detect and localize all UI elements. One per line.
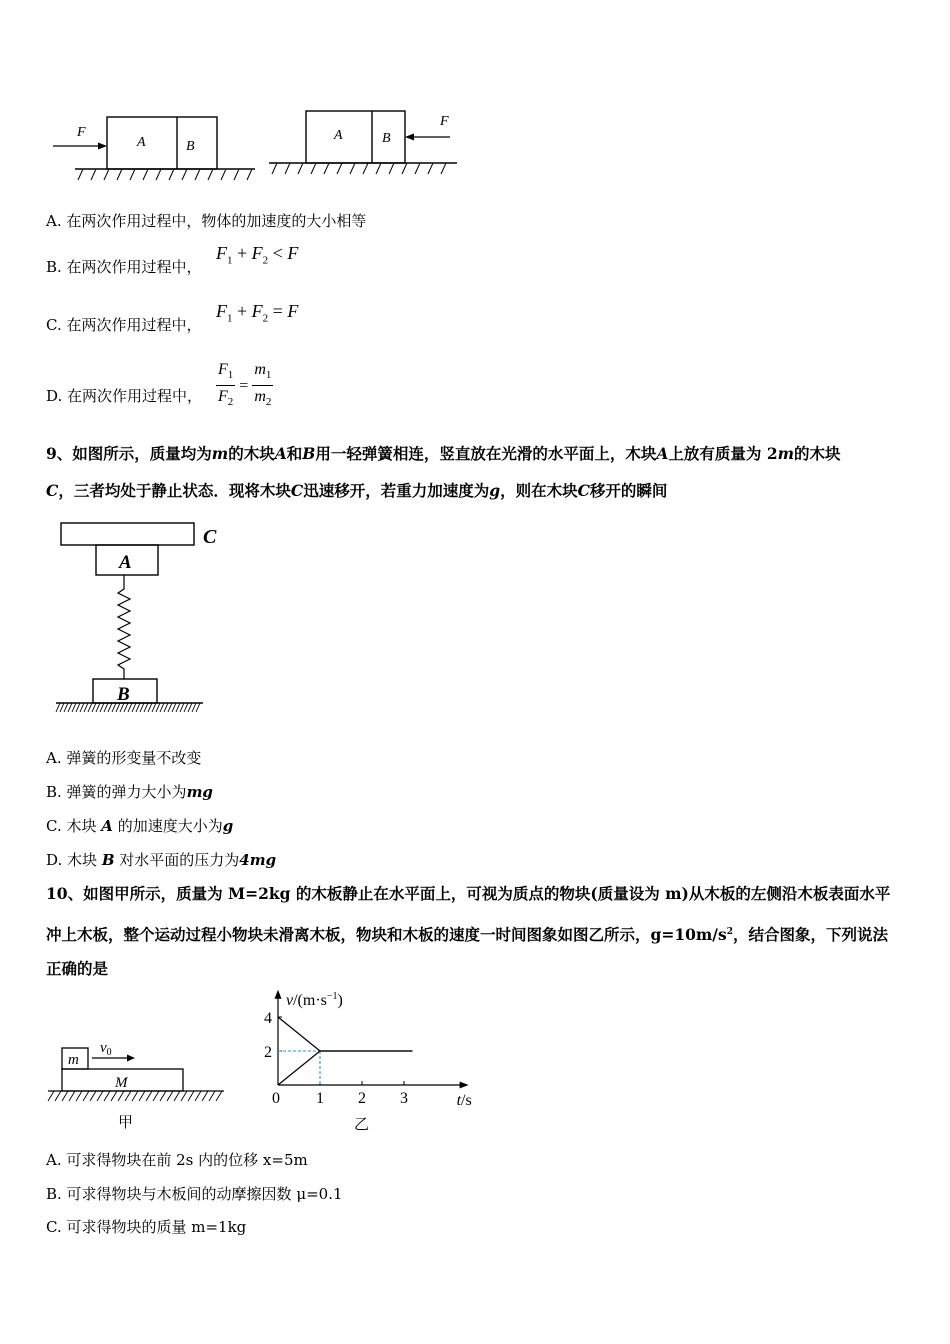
hatch-line <box>350 163 355 174</box>
q8-figure <box>45 100 475 200</box>
q10-stem-line-1: 10、如图甲所示，质量为 M=2kg 的木板静止在水平面上，可视为质点的物块(质量设为 m)从木板的左侧沿木板表面水平 <box>46 884 891 903</box>
hatch-line <box>80 703 84 712</box>
var: 4mg <box>239 851 277 869</box>
var: m <box>777 444 795 463</box>
hatch-line <box>132 1091 138 1101</box>
q8-left-block <box>107 117 217 169</box>
hatch-line <box>100 703 104 712</box>
var: m <box>211 444 229 463</box>
hatch-line <box>92 703 96 712</box>
hatch-line <box>202 1091 208 1101</box>
text: C. 木块 <box>46 817 97 835</box>
formula-sub2: 2 <box>262 254 269 267</box>
fraction-right <box>252 360 273 413</box>
formula-f1: F <box>216 243 227 263</box>
q10-stem-line-2 <box>46 922 888 945</box>
hatch-line <box>428 163 433 174</box>
hatch-line <box>90 1091 96 1101</box>
formula-equals: = <box>239 377 249 395</box>
q8-left-force-label: F <box>77 125 86 140</box>
origin-label: 0 <box>272 1090 280 1107</box>
formula-f2: F <box>251 301 263 321</box>
frac-den-var: m <box>254 388 266 406</box>
ground-hatch <box>48 1091 222 1101</box>
q8-left-ground-hatch <box>78 169 252 180</box>
formula-f1: F <box>216 301 227 321</box>
hatch-line <box>111 1091 117 1101</box>
hatch-line <box>84 703 88 712</box>
q8-right-arrowhead <box>405 134 414 141</box>
var: C <box>577 481 590 500</box>
spring <box>118 575 130 679</box>
q8-option-b <box>46 257 202 277</box>
hatch-line <box>324 163 329 174</box>
q8-right-label-a: A <box>334 128 343 143</box>
hatch-line <box>182 169 187 180</box>
q8-option-d-text: D. 在两次作用过程中， <box>46 387 203 405</box>
velocity-label: $v_0$ <box>100 1040 112 1058</box>
hatch-line <box>140 703 144 712</box>
hatch-line <box>132 703 136 712</box>
hatch-line <box>143 169 148 180</box>
hatch-line <box>376 163 381 174</box>
hatch-line <box>55 1091 61 1101</box>
text: 冲上木板，整个运动过程小物块未滑离木板，物块和木板的速度一时间图象如图乙所示，g=10m/s <box>46 925 727 945</box>
text: 用一轻弹簧相连，竖直放在光滑的水平面上，木块 <box>315 444 657 463</box>
hatch-line <box>91 169 96 180</box>
var: mg <box>186 783 213 801</box>
hatch-line <box>76 1091 82 1101</box>
hatch-line <box>209 1091 215 1101</box>
q8-left-arrowhead <box>98 143 107 150</box>
y-tick-label: 4 <box>264 1010 272 1027</box>
hatch-line <box>117 169 122 180</box>
hatch-line <box>221 169 226 180</box>
q8-option-c-text: C. 在两次作用过程中， <box>46 316 202 334</box>
q8-option-b-formula <box>216 243 298 267</box>
hatch-line <box>130 169 135 180</box>
text: 的加速度大小为 <box>117 817 223 835</box>
frac-den-sub: 2 <box>227 396 234 409</box>
text: 和 <box>286 444 303 463</box>
q10-option-a: A. 可求得物块在前 2s 内的位移 x=5m <box>46 1151 308 1169</box>
hatch-line <box>216 1091 222 1101</box>
hatch-line <box>146 1091 152 1101</box>
hatch-line <box>234 169 239 180</box>
hatch-line <box>156 703 160 712</box>
q8-option-c <box>46 315 201 335</box>
hatch-line <box>174 1091 180 1101</box>
fraction-left <box>216 360 235 413</box>
q8-right-ground-hatch <box>272 163 446 174</box>
hatch-line <box>60 703 64 712</box>
var: B <box>101 851 115 869</box>
var: A <box>656 444 669 463</box>
q10-stem-line-3: 正确的是 <box>46 959 109 978</box>
q8-option-a: A. 在两次作用过程中，物体的加速度的大小相等 <box>46 212 367 230</box>
q10-option-c: C. 可求得物块的质量 m=1kg <box>46 1218 247 1236</box>
hatch-line <box>441 163 446 174</box>
y-tick-label: 2 <box>264 1044 272 1061</box>
series-line-2 <box>278 1051 412 1085</box>
q9-option-d <box>46 850 276 870</box>
text: B. 弹簧的弹力大小为 <box>46 783 187 801</box>
block-c-label: C <box>203 526 217 548</box>
hatch-line <box>96 703 100 712</box>
text: 迅速移开，若重力加速度为 <box>303 481 490 500</box>
hatch-line <box>188 1091 194 1101</box>
text: 9、如图所示，质量均为 <box>46 444 212 463</box>
caption-jia: 甲 <box>118 1113 134 1131</box>
hatch-line <box>272 163 277 174</box>
hatch-line <box>169 169 174 180</box>
formula-relation: < <box>272 243 283 263</box>
hatch-line <box>196 703 200 712</box>
hatch-line <box>104 703 108 712</box>
hatch-line <box>415 163 420 174</box>
x-tick-label: 3 <box>400 1090 408 1107</box>
var: A <box>274 444 287 463</box>
formula-rhs: F <box>287 301 299 321</box>
text: 的木块 <box>794 444 841 463</box>
text: 对水平面的压力为 <box>119 851 240 869</box>
frac-num-var: F <box>218 361 228 378</box>
text: 上放有质量为 2 <box>668 444 778 463</box>
x-axis-label: t/s <box>456 1092 472 1109</box>
formula-sub1: 1 <box>227 254 233 267</box>
formula-sub1: 1 <box>227 312 233 325</box>
var: A <box>101 817 113 835</box>
x-tick-label: 2 <box>358 1090 366 1107</box>
hatch-line <box>69 1091 75 1101</box>
text: ，则在木块 <box>500 481 578 500</box>
hatch-line <box>56 703 60 712</box>
hatch-line <box>148 703 152 712</box>
hatch-line <box>108 703 112 712</box>
hatch-line <box>168 703 172 712</box>
block-c <box>61 523 194 545</box>
q8-option-c-formula <box>216 301 298 325</box>
hatch-line <box>192 703 196 712</box>
hatch-line <box>195 169 200 180</box>
hatch-line <box>136 703 140 712</box>
formula-sub2: 2 <box>262 312 269 325</box>
hatch-line <box>184 703 188 712</box>
superscript: 2 <box>726 927 733 937</box>
y-axis-arrowhead <box>275 990 282 999</box>
hatch-line <box>152 703 156 712</box>
q9-stem-line-1 <box>46 444 841 464</box>
block-b-label: B <box>117 684 130 705</box>
hatch-line <box>337 163 342 174</box>
text: 的木块 <box>228 444 275 463</box>
frac-num-sub: 1 <box>227 369 234 382</box>
hatch-line <box>97 1091 103 1101</box>
hatch-line <box>195 1091 201 1101</box>
hatch-line <box>285 163 290 174</box>
hatch-line <box>64 703 68 712</box>
q8-right-force-label: F <box>440 114 449 129</box>
x-tick-label: 1 <box>316 1090 324 1107</box>
hatch-line <box>247 169 252 180</box>
hatch-line <box>139 1091 145 1101</box>
q8-option-d <box>46 386 202 406</box>
formula-plus: + <box>237 243 248 263</box>
chart-caption: 乙 <box>354 1117 370 1133</box>
hatch-line <box>156 169 161 180</box>
q8-option-d-formula <box>216 360 273 413</box>
hatch-line <box>144 703 148 712</box>
formula-plus: + <box>237 301 248 321</box>
hatch-line <box>125 1091 131 1101</box>
hatch-line <box>164 703 168 712</box>
q9-option-a: A. 弹簧的形变量不改变 <box>46 749 202 767</box>
hatch-line <box>104 169 109 180</box>
q9-option-b <box>46 782 213 802</box>
q9-figure <box>50 515 240 725</box>
hatch-line <box>78 169 83 180</box>
formula-relation: = <box>272 301 283 321</box>
text: D. 木块 <box>46 851 98 869</box>
hatch-line <box>48 1091 54 1101</box>
q9-stem-line-2 <box>46 481 667 501</box>
frac-den-var: F <box>218 388 228 406</box>
hatch-line <box>160 703 164 712</box>
hatch-line <box>311 163 316 174</box>
var: C <box>46 481 59 500</box>
formula-f2: F <box>251 243 263 263</box>
frac-den-sub: 2 <box>265 396 272 409</box>
hatch-line <box>172 703 176 712</box>
hatch-line <box>188 703 192 712</box>
hatch-line <box>167 1091 173 1101</box>
q8-left-label-a: A <box>137 135 146 150</box>
hatch-line <box>208 169 213 180</box>
hatch-line <box>88 703 92 712</box>
hatch-line <box>181 1091 187 1101</box>
hatch-line <box>62 1091 68 1101</box>
small-block-label: m <box>68 1052 79 1068</box>
block-a-label: A <box>119 552 132 573</box>
velocity-arrowhead <box>127 1055 135 1062</box>
text: ，三者均处于静止状态．现将木块 <box>58 481 291 500</box>
formula-rhs: F <box>287 243 299 263</box>
hatch-line <box>118 1091 124 1101</box>
hatch-line <box>104 1091 110 1101</box>
hatch-line <box>76 703 80 712</box>
hatch-line <box>389 163 394 174</box>
var: g <box>222 817 234 835</box>
frac-num-sub: 1 <box>265 369 272 382</box>
hatch-line <box>83 1091 89 1101</box>
hatch-line <box>363 163 368 174</box>
hatch-line <box>160 1091 166 1101</box>
q8-left-label-b: B <box>186 139 195 154</box>
text: ，结合图象，下列说法 <box>732 925 888 945</box>
x-axis-arrowhead <box>460 1082 469 1089</box>
hatch-line <box>176 703 180 712</box>
hatch-line <box>153 1091 159 1101</box>
q10-figure-jia <box>44 1035 234 1135</box>
var: B <box>302 444 316 463</box>
var: C <box>290 481 304 500</box>
q9-option-c <box>46 816 233 836</box>
q10-option-b: B. 可求得物块与木板间的动摩擦因数 μ=0.1 <box>46 1185 343 1203</box>
q8-right-label-b: B <box>382 131 391 146</box>
hatch-line <box>112 703 116 712</box>
board-label: M <box>115 1075 128 1091</box>
hatch-line <box>298 163 303 174</box>
var: g <box>489 481 501 500</box>
hatch-line <box>68 703 72 712</box>
q8-option-b-text: B. 在两次作用过程中， <box>46 258 202 276</box>
y-axis-label: $v/(m\cdot s^{-1})$ <box>286 990 343 1009</box>
series-line-1 <box>278 1017 412 1051</box>
text: 移开的瞬间 <box>589 481 668 500</box>
hatch-line <box>72 703 76 712</box>
q10-vt-chart <box>240 982 472 1133</box>
hatch-line <box>180 703 184 712</box>
hatch-line <box>402 163 407 174</box>
frac-num-var: m <box>254 361 266 378</box>
